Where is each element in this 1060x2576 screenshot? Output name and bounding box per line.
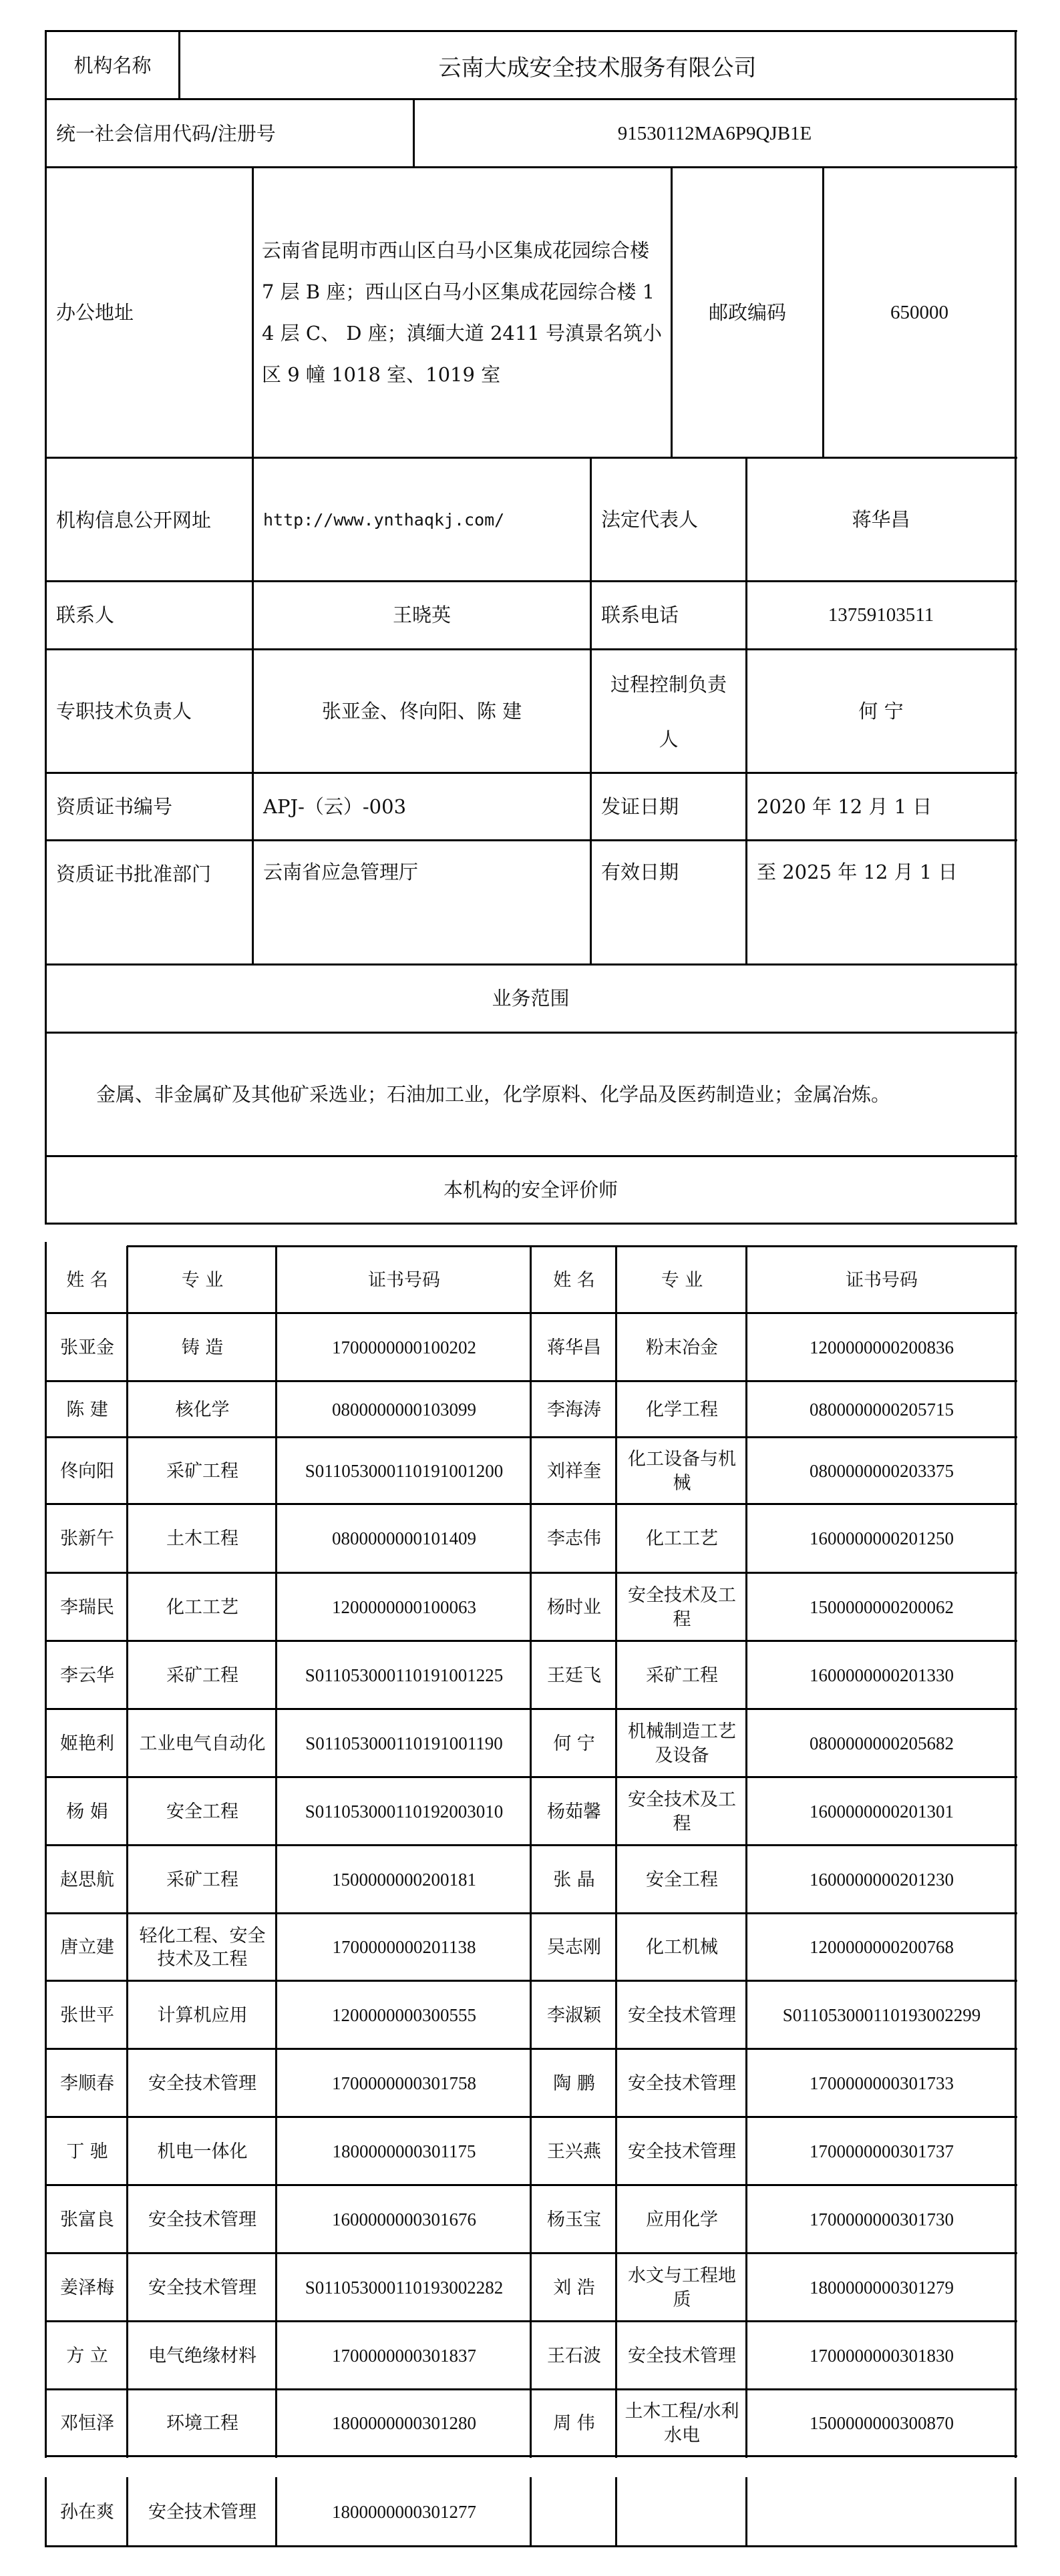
evaluator-name: 刘 浩 [553, 2277, 595, 2298]
evaluator-cert: 1700000000301758 [332, 2073, 476, 2093]
evaluator-cert: 1200000000200768 [810, 1937, 954, 1958]
evaluator-name: 吴志刚 [547, 1937, 601, 1958]
evaluator-cert: S011053000110191001225 [305, 1665, 504, 1685]
column-header: 专 业 [661, 1269, 703, 1291]
evaluator-name: 李淑颖 [547, 2004, 601, 2026]
evaluator-cert: 0800000000205682 [810, 1733, 954, 1753]
evaluator-major: 环境工程 [166, 2412, 238, 2434]
evaluator-name: 杨 娟 [66, 1801, 108, 1822]
evaluator-major: 安全工程 [646, 1869, 718, 1890]
evaluator-cert: 1800000000301279 [810, 2277, 954, 2298]
evaluator-cert: 0800000000101409 [332, 1528, 476, 1549]
evaluator-name: 赵思航 [60, 1869, 114, 1890]
evaluator-cert: 1200000000300555 [332, 2004, 476, 2025]
evaluator-major: 电气绝缘材料 [148, 2345, 256, 2366]
evaluator-major: 采矿工程 [166, 1869, 238, 1890]
legal-rep: 蒋华昌 [852, 508, 910, 531]
org-name-label: 机构名称 [73, 53, 152, 77]
evaluator-cert: 1200000000200836 [810, 1337, 954, 1357]
column-header: 姓 名 [553, 1269, 595, 1291]
evaluator-major: 安全技术管理 [148, 2277, 256, 2298]
evaluator-name: 姬艳利 [60, 1733, 114, 1754]
evaluator-name: 张新午 [60, 1528, 114, 1550]
evaluator-name: 周 伟 [553, 2412, 595, 2434]
evaluator-major [618, 2479, 746, 2545]
website-link[interactable]: http://www.ynthaqkj.com/ [263, 509, 505, 529]
evaluator-name: 王石波 [547, 2345, 601, 2366]
org-name: 云南大成安全技术服务有限公司 [438, 54, 757, 81]
evaluator-name: 陈 建 [66, 1399, 108, 1420]
contact-name: 王晓英 [392, 604, 451, 627]
divider [45, 2477, 47, 2547]
evaluator-cert: 1800000000301277 [332, 2501, 476, 2522]
evaluator-major: 化工机械 [646, 1937, 718, 1958]
evaluator-major: 机电一体化 [157, 2141, 248, 2162]
evaluator-major: 土木工程 [166, 1528, 238, 1550]
scope-text: 金属、非金属矿及其他矿采选业；石油加工业，化学原料、化学品及医药制造业；金属冶炼。 [96, 1083, 891, 1106]
evaluators-title: 本机构的安全评价师 [443, 1178, 618, 1201]
evaluator-name: 邓恒泽 [60, 2412, 114, 2434]
evaluator-name: 姜泽梅 [60, 2277, 114, 2298]
postcode-label: 邮政编码 [708, 300, 786, 324]
process-lead: 何 宁 [858, 700, 904, 723]
approval-dept: 云南省应急管理厅 [263, 861, 419, 883]
evaluator-cert: S011053000110191001200 [305, 1460, 504, 1481]
valid-date-label: 有效日期 [601, 861, 679, 883]
evaluator-major: 机械制造工艺及设备 [628, 1721, 736, 1766]
evaluator-cert: 1700000000301733 [810, 2073, 954, 2093]
phone-number: 13759103511 [828, 604, 934, 626]
evaluator-major: 安全技术及工程 [628, 1585, 736, 1630]
evaluator-major: 安全技术及工程 [628, 1789, 736, 1834]
evaluator-cert: 1500000000200062 [810, 1596, 954, 1617]
evaluator-cert: 1600000000201230 [810, 1869, 954, 1890]
evaluator-major: 化工工艺 [166, 1596, 238, 1618]
evaluator-major: 铸 造 [181, 1337, 224, 1358]
credit-code-label: 统一社会信用代码/注册号 [56, 122, 276, 145]
evaluator-cert: 1800000000301175 [332, 2141, 476, 2161]
evaluator-major: 采矿工程 [646, 1665, 718, 1686]
evaluator-major: 应用化学 [646, 2209, 718, 2230]
divider [45, 1242, 47, 2458]
evaluator-name: 杨时业 [547, 1596, 601, 1618]
evaluator-major: 安全技术管理 [148, 2073, 256, 2094]
evaluator-cert: 1600000000301676 [332, 2209, 476, 2229]
evaluator-cert: S011053000110193002282 [305, 2277, 504, 2298]
evaluator-cert: 1700000000301737 [810, 2141, 954, 2161]
postcode: 650000 [890, 301, 948, 323]
evaluator-cert: 1600000000201250 [810, 1528, 954, 1549]
cert-no-label: 资质证书编号 [56, 795, 173, 819]
evaluator-major: 安全工程 [166, 1801, 238, 1822]
evaluator-cert [748, 2479, 1015, 2545]
evaluator-major: 采矿工程 [166, 1665, 238, 1686]
evaluator-name: 杨茹馨 [547, 1801, 601, 1822]
evaluator-cert: 1700000000301837 [332, 2345, 476, 2366]
evaluator-major: 计算机应用 [157, 2004, 248, 2026]
office-address: 云南省昆明市西山区白马小区集成花园综合楼 7 层 B 座；西山区白马小区集成花园综合楼 14 层 C、 D 座；滇缅大道 2411 号滇景名筑小区 9 幢 1018 室、1019 室 [262, 239, 663, 386]
evaluator-major: 安全技术管理 [148, 2501, 256, 2523]
evaluator-cert: 0800000000103099 [332, 1399, 476, 1420]
evaluator-cert: 1700000000100202 [332, 1337, 476, 1357]
evaluator-name: 陶 鹏 [553, 2073, 595, 2094]
phone-label: 联系电话 [601, 604, 679, 627]
evaluator-name: 唐立建 [60, 1937, 114, 1958]
evaluator-cert: 1700000000301730 [810, 2209, 954, 2229]
evaluator-cert: S011053000110192003010 [305, 1801, 504, 1821]
evaluator-major: 安全技术管理 [628, 2073, 736, 2094]
evaluator-name: 李瑞民 [60, 1596, 114, 1618]
evaluator-name: 丁 驰 [66, 2141, 108, 2162]
evaluator-name: 李顺春 [60, 2073, 114, 2094]
evaluator-cert: 1500000000200181 [332, 1869, 476, 1890]
evaluator-major: 化学工程 [646, 1399, 718, 1420]
process-lead-label: 过程控制负责人 [610, 672, 727, 750]
divider [1015, 30, 1017, 1225]
evaluator-major: 土木工程/水利水电 [625, 2401, 739, 2446]
website-label: 机构信息公开网址 [56, 508, 212, 531]
legal-rep-label: 法定代表人 [601, 508, 699, 531]
evaluator-major: 化工设备与机械 [628, 1449, 736, 1494]
evaluator-cert: 1600000000201330 [810, 1665, 954, 1685]
evaluator-cert: S011053000110191001190 [305, 1733, 503, 1753]
column-header: 专 业 [181, 1269, 224, 1291]
evaluator-cert: 0800000000203375 [810, 1460, 954, 1481]
tech-lead-label: 专职技术负责人 [56, 700, 192, 723]
evaluator-name: 孙在爽 [60, 2501, 114, 2523]
divider [127, 1245, 1017, 1247]
evaluator-cert: 1800000000301280 [332, 2412, 476, 2433]
evaluator-cert: 1200000000100063 [332, 1596, 476, 1617]
evaluator-cert: 0800000000205715 [810, 1399, 954, 1420]
column-header: 证书号码 [846, 1269, 918, 1291]
evaluator-name: 佟向阳 [60, 1460, 114, 1482]
evaluator-name: 杨玉宝 [547, 2209, 601, 2230]
evaluator-major: 安全技术管理 [148, 2209, 256, 2230]
credit-code: 91530112MA6P9QJB1E [617, 122, 812, 144]
evaluator-major: 采矿工程 [166, 1460, 238, 1482]
issue-date: 2020 年 12 月 1 日 [757, 795, 932, 819]
column-header: 证书号码 [368, 1269, 440, 1291]
evaluator-major: 工业电气自动化 [139, 1733, 266, 1754]
evaluator-name: 张亚金 [60, 1337, 114, 1358]
evaluator-cert: 1500000000300870 [810, 2412, 954, 2433]
issue-date-label: 发证日期 [601, 795, 679, 819]
contact-label: 联系人 [56, 604, 115, 627]
evaluator-cert: 1700000000301830 [810, 2345, 954, 2366]
evaluator-name: 方 立 [66, 2345, 108, 2366]
evaluator-major: 化工工艺 [646, 1528, 718, 1550]
evaluator-name: 王兴燕 [547, 2141, 601, 2162]
evaluator-name: 张富良 [60, 2209, 114, 2230]
evaluator-name: 李志伟 [547, 1528, 601, 1550]
evaluator-cert: 1600000000201301 [810, 1801, 954, 1821]
evaluator-major: 安全技术管理 [628, 2345, 736, 2366]
evaluator-name: 张世平 [60, 2004, 114, 2026]
evaluator-name: 王廷飞 [547, 1665, 601, 1686]
tech-lead: 张亚金、佟向阳、陈 建 [321, 700, 522, 723]
evaluator-name [532, 2479, 616, 2545]
divider [45, 2545, 1017, 2547]
evaluator-name: 李云华 [60, 1665, 114, 1686]
valid-date: 至 2025 年 12 月 1 日 [757, 861, 958, 883]
divider [45, 1223, 1017, 1225]
evaluator-name: 李海涛 [547, 1399, 601, 1420]
evaluator-major: 核化学 [175, 1399, 230, 1420]
evaluator-name: 蒋华昌 [547, 1337, 601, 1358]
office-address-label: 办公地址 [56, 300, 134, 324]
evaluator-name: 刘祥奎 [547, 1460, 601, 1482]
evaluator-major: 安全技术管理 [628, 2004, 736, 2026]
approval-dept-label: 资质证书批准部门 [56, 863, 212, 885]
evaluator-major: 轻化工程、安全技术及工程 [139, 1925, 266, 1970]
evaluator-cert: 1700000000201138 [332, 1937, 476, 1958]
evaluator-major: 安全技术管理 [628, 2141, 736, 2162]
cert-no: APJ-（云）-003 [263, 795, 407, 819]
evaluator-major: 水文与工程地质 [628, 2266, 736, 2310]
scope-title: 业务范围 [492, 987, 570, 1010]
column-header: 姓 名 [66, 1269, 108, 1291]
evaluator-name: 张 晶 [553, 1869, 595, 1890]
evaluator-major: 粉末冶金 [646, 1337, 718, 1358]
evaluator-cert: S011053000110193002299 [782, 2004, 981, 2025]
evaluator-name: 何 宁 [553, 1733, 595, 1754]
